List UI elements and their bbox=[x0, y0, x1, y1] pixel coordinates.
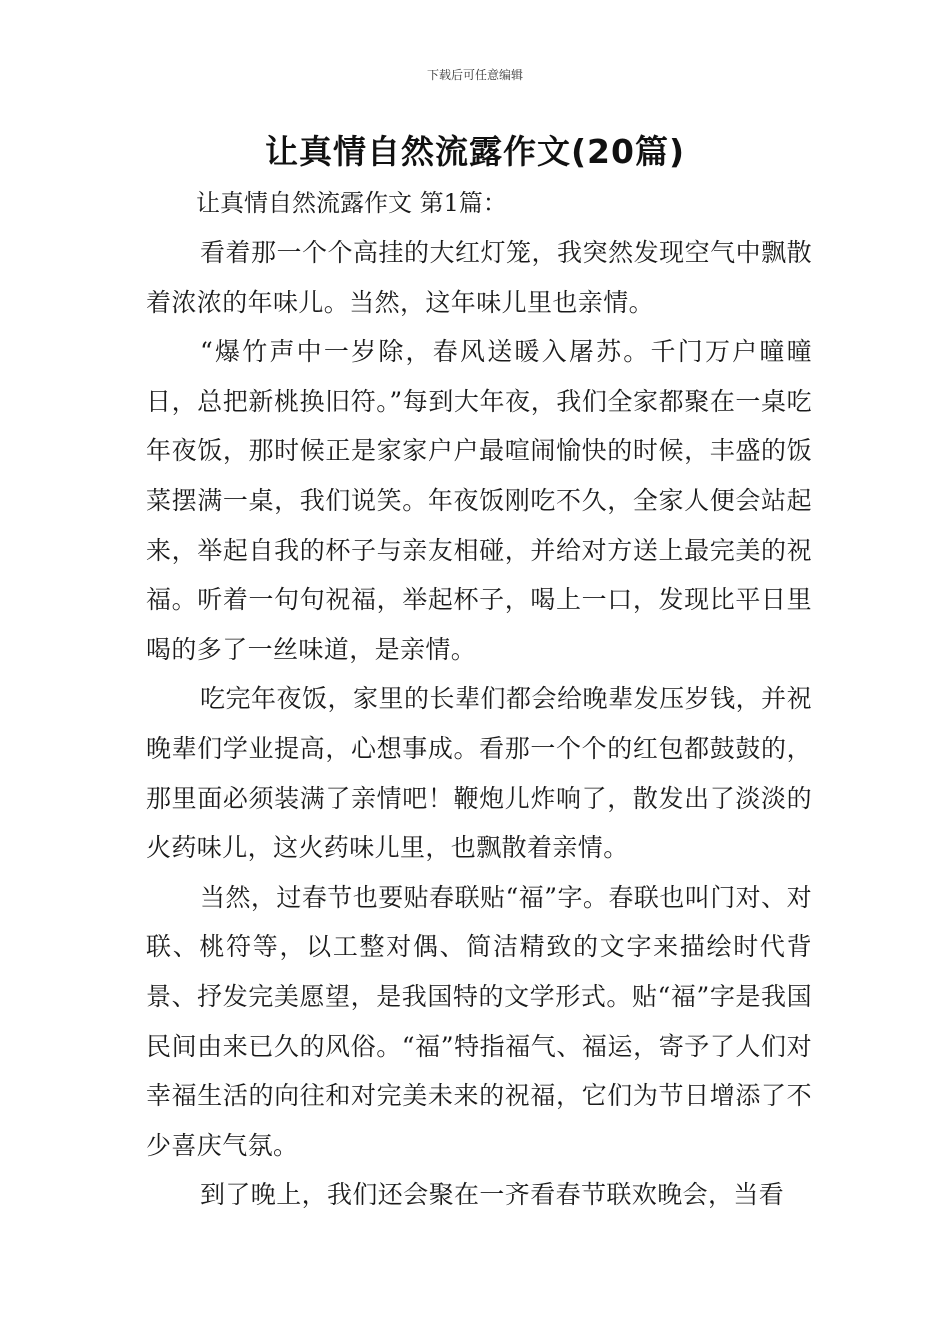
document-title: 让真情自然流露作文(20篇) bbox=[264, 132, 686, 171]
paragraph: 到了晚上，我们还会聚在一齐看春节联欢晚会，当看 bbox=[200, 1180, 785, 1210]
section-subtitle: 让真情自然流露作文 第1篇： bbox=[196, 189, 507, 217]
paragraph: 当然，过春节也要贴春联贴“福”字。春联也叫门对、对联、桃符等，以工整对偶、简洁精致的文字来描绘时代背景、抒发完美愿望，是我国特的文学形式。贴“福”字是我国民间由来已久的风俗。“福”特指福气、福运，寄予了人们对幸福生活的向往和对完美未来的祝福，它们为节日增添了不少喜庆气氛。 bbox=[146, 882, 812, 1160]
paragraph: 吃完年夜饭，家里的长辈们都会给晚辈发压岁钱，并祝晚辈们学业提高，心想事成。看那一个个的红包都鼓鼓的，那里面必须装满了亲情吧！鞭炮儿炸响了，散发出了淡淡的火药味儿，这火药味儿里，也飘散着亲情。 bbox=[146, 684, 812, 863]
body-text bbox=[146, 228, 812, 1220]
header-note: 下载后可任意编辑 bbox=[426, 68, 523, 82]
paragraph: 看着那一个个高挂的大红灯笼，我突然发现空气中飘散着浓浓的年味儿。当然，这年味儿里也亲情。 bbox=[146, 238, 812, 317]
paragraph: “爆竹声中一岁除，春风送暖入屠苏。千门万户曈曈日，总把新桃换旧符。”每到大年夜，我们全家都聚在一桌吃年夜饭，那时候正是家家户户最喧闹愉快的时候，丰盛的饭菜摆满一桌，我们说笑。年夜饭刚吃不久，全家人便会站起来，举起自我的杯子与亲友相碰，并给对方送上最完美的祝福。听着一句句祝福，举起杯子，喝上一口，发现比平日里喝的多了一丝味道，是亲情。 bbox=[146, 337, 812, 664]
